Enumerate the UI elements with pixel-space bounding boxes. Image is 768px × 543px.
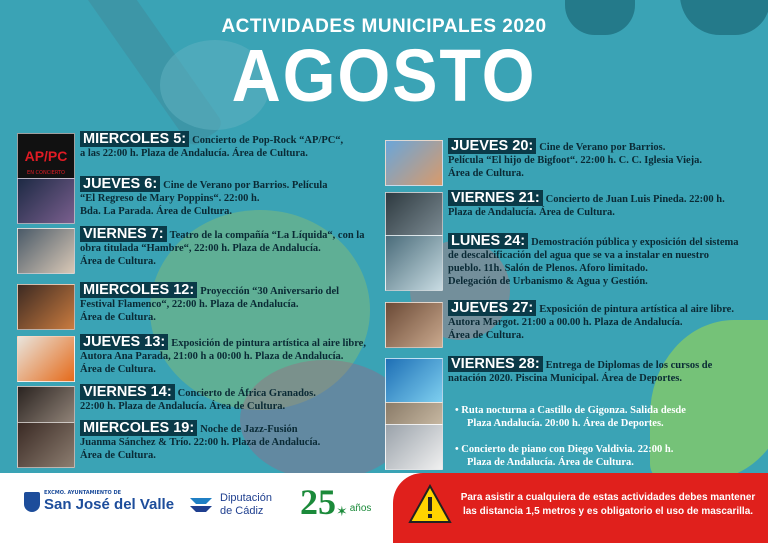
event-text — [80, 386, 316, 413]
event-line: Entrega de Diplomas de los cursos de — [545, 360, 713, 371]
warning-text: Para asistir a cualquiera de estas actividades debes mantener las distancia 1,5 metros y es obligatorio el uso de mascarilla. — [460, 492, 756, 517]
event-day: JUEVES 27: — [448, 300, 536, 316]
coat-of-arms-icon — [24, 492, 40, 512]
event-text — [448, 358, 712, 385]
warning-icon — [408, 484, 452, 524]
star-icon: ✶ — [336, 504, 348, 520]
page-subtitle: ACTIVIDADES MUNICIPALES 2020 — [221, 16, 547, 37]
bullet-piano-concert — [455, 443, 673, 469]
event-line: Cine de Verano por Barrios. Película — [163, 180, 328, 191]
event-line: Noche de Jazz-Fusión — [200, 424, 298, 435]
water-glass-photo — [385, 235, 443, 291]
actor-photo — [17, 228, 75, 274]
diputacion-line2: de Cádiz — [220, 505, 264, 517]
bullet-line: • Concierto de piano con Diego Valdivia. 22:00 h. — [455, 444, 674, 455]
event-line: Cine de Verano por Barrios. — [539, 142, 666, 153]
guitarist-photo — [385, 192, 443, 238]
event-line: Área de Cultura. — [80, 450, 156, 461]
swimming-pool-photo — [385, 358, 443, 404]
bullet-castle-route — [455, 404, 686, 430]
event-line: Área de Cultura. — [80, 256, 156, 267]
event-text — [448, 235, 739, 288]
event-aug-19 — [17, 422, 320, 468]
event-line: Exposición de pintura artística al aire libre. — [539, 304, 734, 315]
event-day: VIERNES 21: — [448, 190, 543, 206]
event-day: VIERNES 7: — [80, 226, 167, 242]
event-aug-12 — [17, 284, 339, 330]
anniversary-number: 25 — [300, 482, 336, 522]
event-text — [448, 140, 702, 180]
event-line: Proyección “30 Aniversario del — [200, 286, 340, 297]
event-line: natación 2020. Piscina Municipal. Área de Deportes. — [448, 373, 683, 384]
event-text — [80, 284, 339, 324]
event-line: Teatro de la compañía “La Líquida“, con la — [169, 230, 365, 241]
event-text — [80, 336, 366, 376]
event-line: Concierto de África Granados. — [177, 388, 316, 399]
event-day: JUEVES 6: — [80, 176, 160, 192]
event-text — [448, 302, 734, 342]
event-day: MIERCOLES 5: — [80, 131, 189, 147]
event-line: Área de Cultura. — [80, 312, 156, 323]
jazz-band-photo — [17, 422, 75, 468]
flamenco-photo — [17, 284, 75, 330]
event-aug-13 — [17, 336, 366, 382]
bullet-line: Plaza Andalucía. 20:00 h. Área de Deportes. — [467, 418, 664, 429]
event-line: a las 22:00 h. Plaza de Andalucía. Área de Cultura. — [80, 148, 308, 159]
diputacion-line1: Diputación — [220, 492, 272, 504]
anniversary-label: años — [349, 503, 372, 514]
event-line: Área de Cultura. — [80, 364, 156, 375]
event-line: Exposición de pintura artística al aire libre, — [171, 338, 366, 349]
ap-pc-logo — [17, 133, 75, 179]
diputacion-icon — [188, 494, 214, 516]
movie-poster-image — [17, 178, 75, 224]
event-day: LUNES 24: — [448, 233, 528, 249]
event-aug-21 — [385, 192, 725, 238]
event-line: pueblo. 11h. Salón de Plenos. Aforo limitado. — [448, 263, 648, 274]
event-text — [80, 133, 343, 160]
event-line: Autora Margot. 21:00 a 00.00 h. Plaza de Andalucía. — [448, 317, 683, 328]
diputacion-cadiz-logo — [188, 492, 272, 518]
pianist-photo — [385, 424, 443, 470]
event-line: Autora Ana Parada, 21:00 h a 00:00 h. Plaza de Andalucía. — [80, 351, 344, 362]
event-line: Bda. La Parada. Área de Cultura. — [80, 206, 233, 217]
event-text — [80, 422, 320, 462]
event-line: Plaza de Andalucía. Área de Cultura. — [448, 207, 615, 218]
event-line: Área de Cultura. — [448, 330, 524, 341]
event-aug-24 — [385, 235, 739, 291]
san-jose-del-valle-logo — [24, 490, 174, 513]
event-day: MIERCOLES 19: — [80, 420, 197, 436]
movie-poster-image — [385, 140, 443, 186]
bullet-line: Plaza de Andalucía. Área de Cultura. — [467, 457, 634, 468]
event-aug-20 — [385, 140, 702, 186]
painting-photo — [17, 336, 75, 382]
sjv-name: San José del Valle — [44, 496, 175, 513]
event-aug-7 — [17, 228, 364, 274]
event-day: JUEVES 20: — [448, 138, 536, 154]
bullet-line: • Ruta nocturna a Castillo de Gigonza. Salida desde — [455, 405, 686, 416]
event-line: Concierto de Pop-Rock “AP/PC“, — [192, 135, 344, 146]
painting-photo — [385, 302, 443, 348]
event-line: Demostración pública y exposición del sistema — [531, 237, 739, 248]
anniversary-logo — [300, 484, 371, 520]
event-aug-6 — [17, 178, 327, 224]
event-line: de descalcificación del agua que se va a instalar en nuestro — [448, 250, 709, 261]
event-day: VIERNES 14: — [80, 384, 175, 400]
event-line: Juanma Sánchez & Trío. 22:00 h. Plaza de Andalucía. — [80, 437, 321, 448]
event-line: Concierto de Juan Luis Pineda. 22:00 h. — [545, 194, 725, 205]
event-aug-28 — [385, 358, 712, 404]
ap-pc-logo-text: AP/PC — [24, 148, 68, 164]
event-text — [448, 192, 725, 219]
event-text — [80, 178, 327, 218]
event-aug-27 — [385, 302, 734, 348]
event-line: Festival Flamenco“, 22:00 h. Plaza de Andalucía. — [80, 299, 299, 310]
event-day: JUEVES 13: — [80, 334, 168, 350]
event-text — [80, 228, 364, 268]
event-line: Área de Cultura. — [448, 168, 524, 179]
event-line: “El Regreso de Mary Poppins“. 22:00 h. — [80, 193, 260, 204]
event-line: 22:00 h. Plaza de Andalucía. Área de Cultura. — [80, 401, 286, 412]
event-line: obra titulada “Hambre“, 22:00 h. Plaza de Andalucía. — [80, 243, 321, 254]
event-line: Delegación de Urbanismo & Agua y Gestión. — [448, 276, 648, 287]
event-aug-5 — [17, 133, 343, 179]
page-title: AGOSTO — [231, 34, 537, 117]
event-line: Película “El hijo de Bigfoot“. 22:00 h. C. C. Iglesia Vieja. — [448, 155, 703, 166]
event-day: VIERNES 28: — [448, 356, 543, 372]
sjv-small-text: EXCMO. AYUNTAMIENTO DE — [44, 490, 122, 496]
ap-pc-logo-subtext: EN CONCIERTO — [27, 170, 65, 176]
event-day: MIERCOLES 12: — [80, 282, 197, 298]
